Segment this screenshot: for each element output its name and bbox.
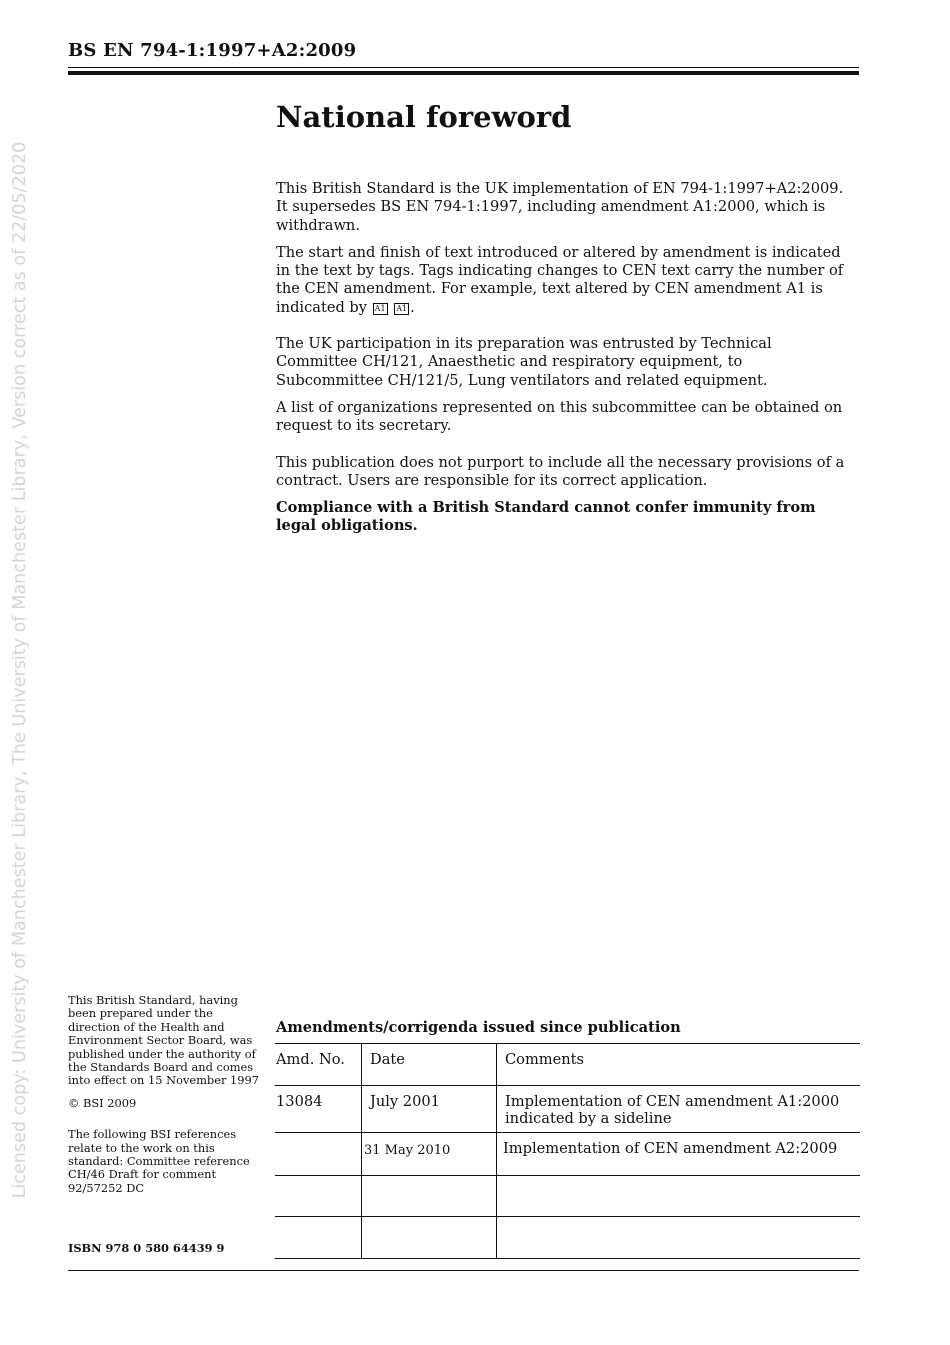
paragraph-amendment-tags [276, 244, 846, 317]
header-rule-thin [68, 67, 859, 68]
amd-no-cell [275, 1176, 362, 1217]
publication-sidebar [68, 993, 268, 1255]
table-row [275, 1217, 860, 1259]
footer-rule [68, 1270, 859, 1271]
amd-no-cell [275, 1217, 362, 1259]
copyright-notice: © BSI 2009 [68, 1095, 137, 1110]
paragraph-amendment-tags-end: . [410, 298, 415, 316]
comments-cell: Implementation of CEN amendment A1:2000 indicated by a sideline [497, 1086, 861, 1133]
foreword-body [276, 180, 846, 545]
amendment-end-tag-icon: A1 [396, 303, 408, 313]
table-row [275, 1086, 860, 1133]
comments-cell: Implementation of CEN amendment A2:2009 [497, 1133, 861, 1176]
amendments-title: Amendments/corrigenda issued since publication [276, 1019, 681, 1036]
comments-cell [497, 1176, 861, 1217]
isbn: ISBN 978 0 580 64439 9 [68, 1241, 225, 1255]
date-cell [362, 1217, 497, 1259]
licence-watermark: Licensed copy: University of Manchester Library, The University of Manchester Library, Version correct as of 22/05/2020 [10, 141, 30, 1199]
amendment-start-tag-icon: A1 [374, 303, 386, 313]
amd-no-cell: 13084 [275, 1086, 362, 1133]
date-cell: 31 May 2010 [362, 1133, 497, 1176]
amendments-table [275, 1043, 860, 1259]
table-row [275, 1133, 860, 1176]
table-header-row [275, 1044, 860, 1086]
paragraph-participation: The UK participation in its preparation was entrusted by Technical Committee CH/121, Anaesthetic and respiratory equipment, to Subcommittee CH/121/5, Lung ventilators and related equipment. [276, 335, 772, 389]
paragraph-disclaimer: This publication does not purport to include all the necessary provisions of a contract. Users are responsible for its correct application. [276, 453, 845, 489]
bsi-references: The following BSI references relate to the work on this standard: Committee reference CH/46 Draft for comment 92/57252 DC [68, 1127, 250, 1195]
paragraph-organizations: A list of organizations represented on this subcommittee can be obtained on request to its secretary. [276, 398, 843, 435]
table-row [275, 1176, 860, 1217]
paragraph-implementation: This British Standard is the UK implementation of EN 794-1:1997+A2:2009. It supersedes BS EN 794-1:1997, including amendment A1:2000, which is withdrawn. [276, 180, 844, 234]
paragraph-compliance: Compliance with a British Standard cannot confer immunity from legal obligations. [276, 499, 816, 535]
column-header-amd-no: Amd. No. [275, 1044, 362, 1086]
paragraph-amendment-tags-text: The start and finish of text introduced or altered by amendment is indicated in the text by tags. Tags indicating changes to CEN text carry the number of the CEN amendment. For example, text altered by CEN amendment A1 is indicated by [276, 243, 844, 316]
header-rule-thick [68, 71, 859, 75]
amd-no-cell [275, 1133, 362, 1176]
date-cell [362, 1176, 497, 1217]
column-header-date: Date [362, 1044, 497, 1086]
document-code: BS EN 794-1:1997+A2:2009 [68, 40, 357, 61]
page-title: National foreword [276, 100, 572, 134]
publication-note: This British Standard, having been prepared under the direction of the Health and Environment Sector Board, was published under the authority of the Standards Board and comes into effect on 15 November 1997 [68, 993, 260, 1088]
comments-cell [497, 1217, 861, 1259]
column-header-comments: Comments [497, 1044, 861, 1086]
date-cell: July 2001 [362, 1086, 497, 1133]
